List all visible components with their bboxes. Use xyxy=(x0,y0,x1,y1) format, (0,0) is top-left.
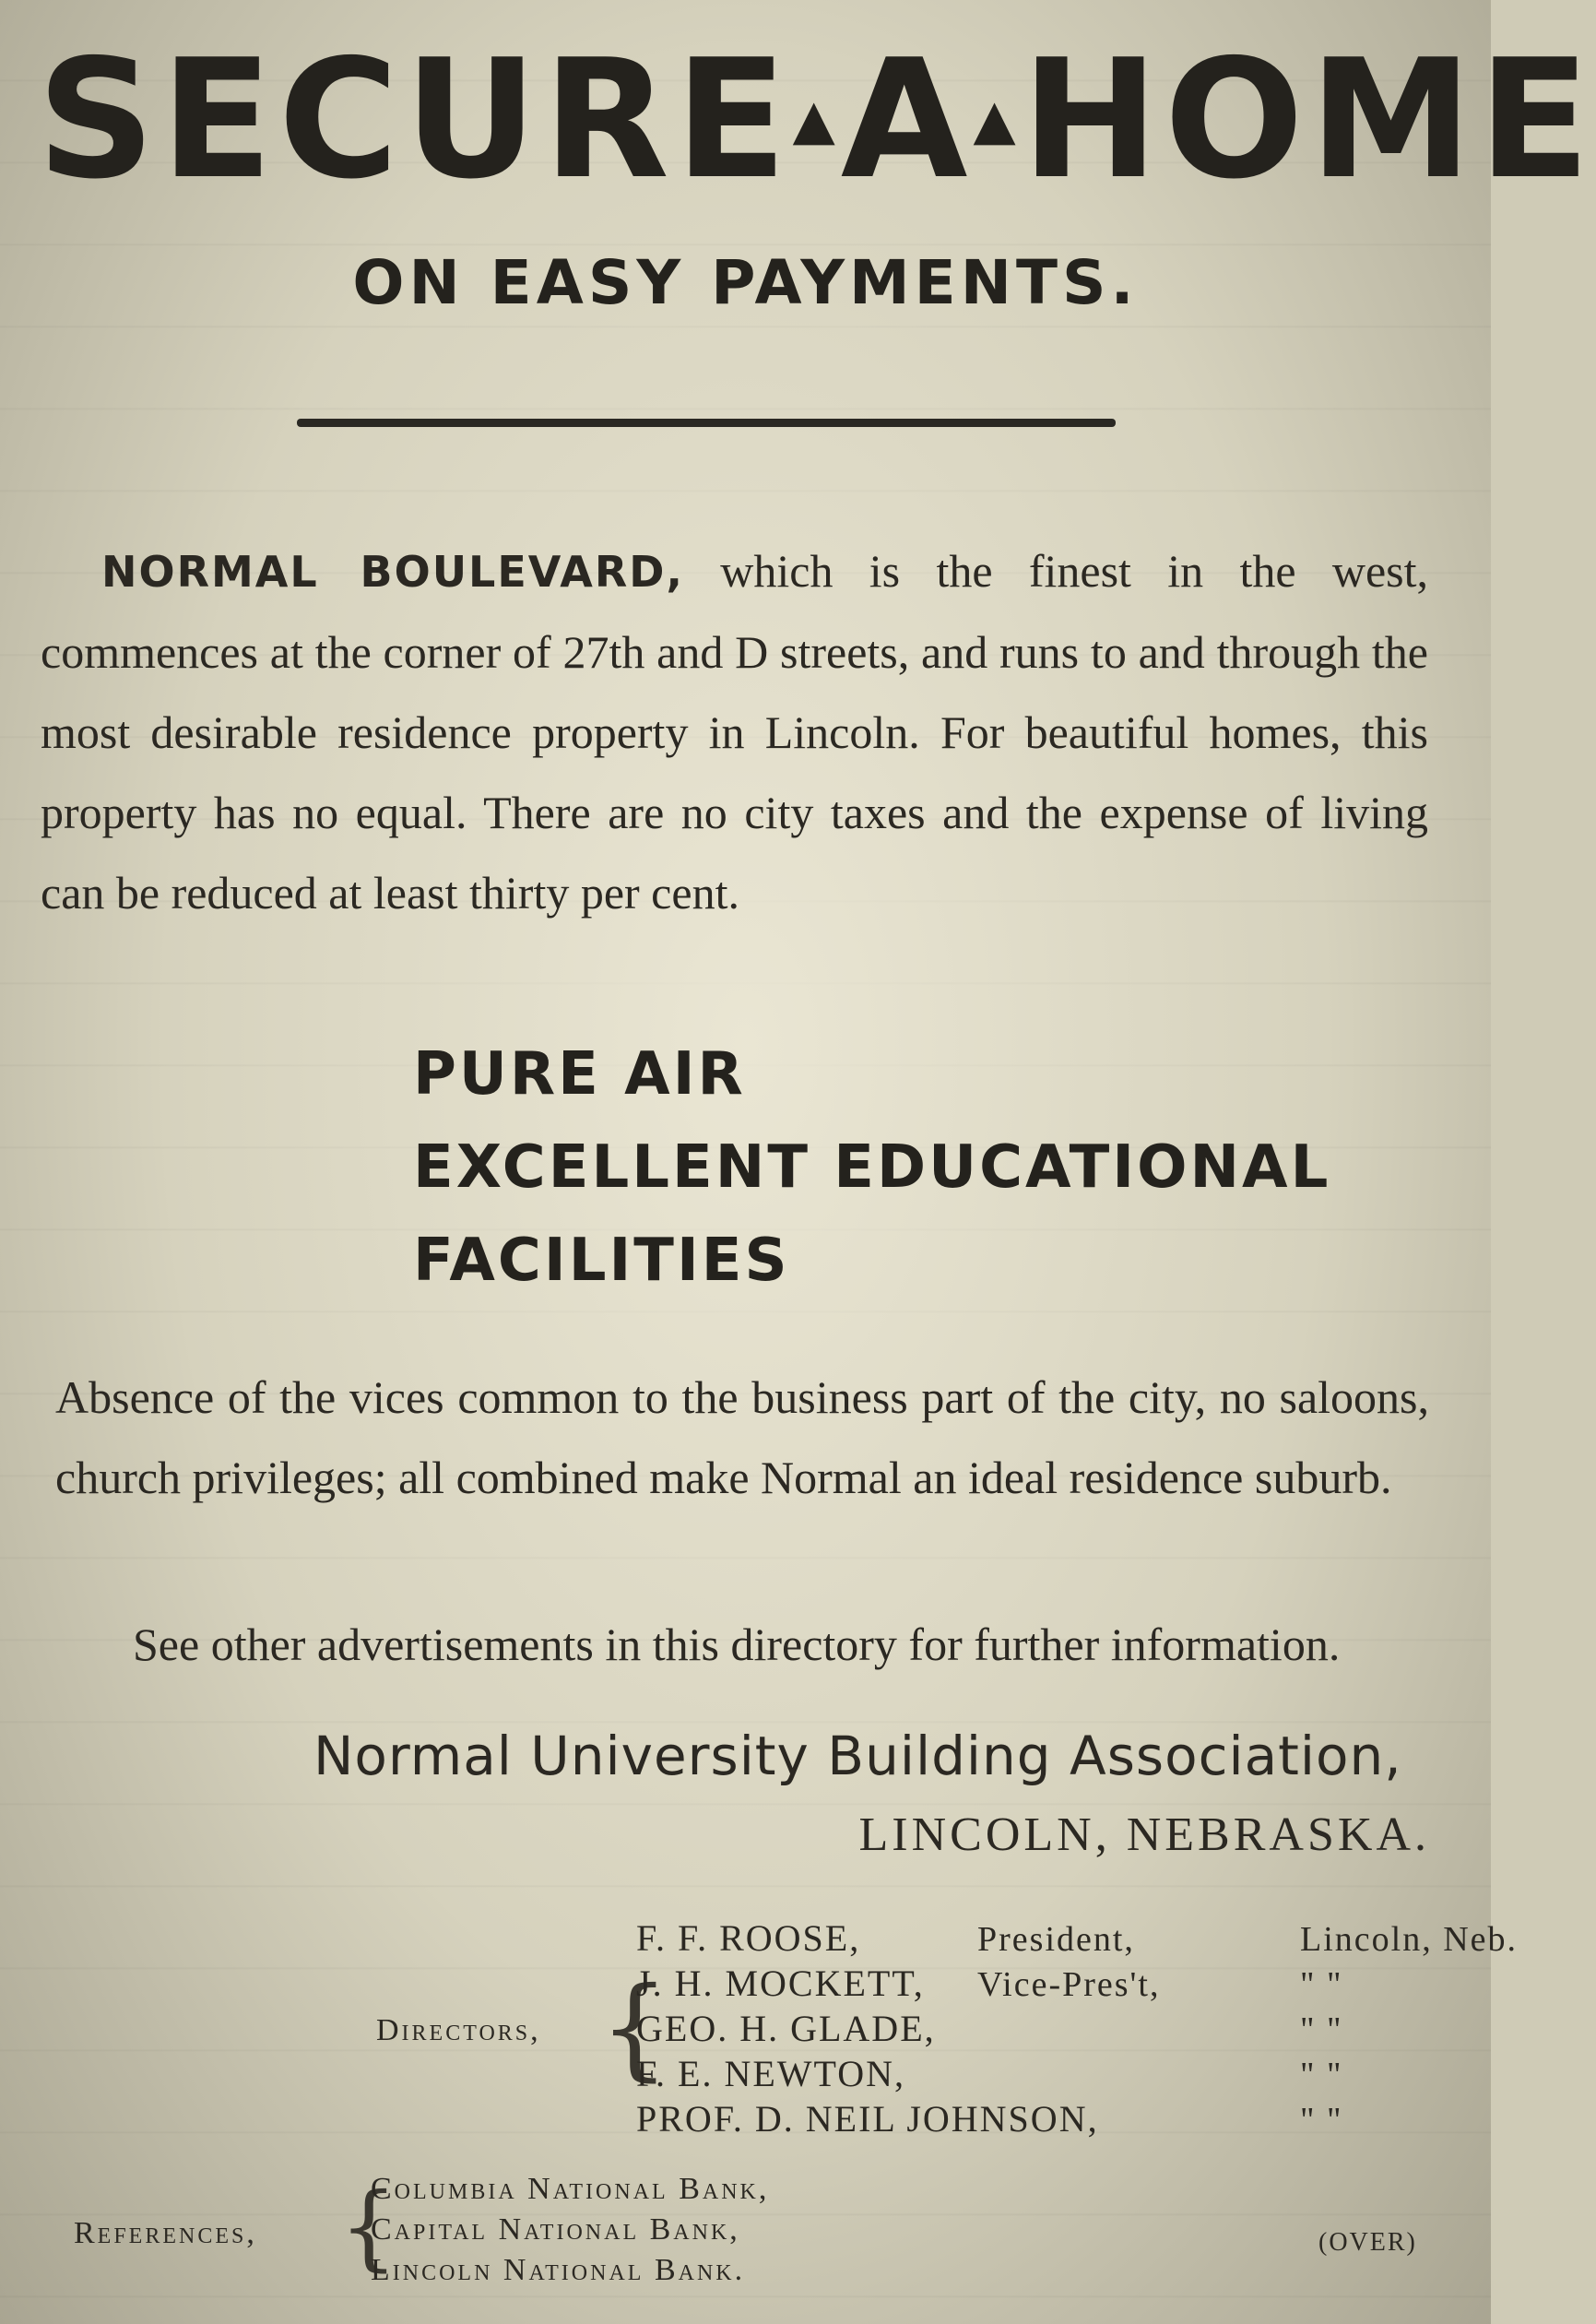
director-row: F. F. ROOSE, President, Lincoln, Neb. xyxy=(636,1917,1519,1959)
director-row: F. E. NEWTON, " " xyxy=(636,2053,1343,2094)
reference-item: Lincoln National Bank. xyxy=(371,2253,746,2287)
director-row: J. H. MOCKETT, Vice-Pres't, " " xyxy=(636,1962,1343,2004)
association-name: Normal University Building Association, xyxy=(313,1725,1402,1787)
intro-text: which is the finest in the west, commences at the corner of 27th and D streets, and runs to and through the most desirable residence property in Lincoln. For beautiful homes, this property has no equal. There are no city taxes and the expense of living can be reduced at least thirty per cent. xyxy=(41,545,1429,919)
feature-item: FACILITIES xyxy=(413,1227,790,1295)
triangle-ornament-icon: ▲ xyxy=(973,88,1022,152)
director-row: GEO. H. GLADE, " " xyxy=(636,2008,1343,2049)
brace-icon: { xyxy=(339,2173,398,2281)
city-line: LINCOLN, NEBRASKA. xyxy=(858,1808,1430,1861)
director-row: PROF. D. NEIL JOHNSON, " " xyxy=(636,2098,1343,2140)
subtitle: ON EASY PAYMENTS. xyxy=(352,247,1139,318)
feature-item: PURE AIR xyxy=(413,1040,746,1109)
feature-item: EXCELLENT EDUCATIONAL xyxy=(413,1133,1331,1202)
reference-item: Capital National Bank, xyxy=(371,2212,740,2247)
see-also-paragraph: See other advertisements in this directory for further information. xyxy=(133,1618,1341,1670)
triangle-ornament-icon: ▲ xyxy=(792,88,841,152)
intro-lead: NORMAL BOULEVARD, xyxy=(101,547,684,597)
references-label: References, xyxy=(74,2216,257,2250)
directors-label: Directors, xyxy=(376,2013,541,2047)
headline-word-home: HOME xyxy=(1021,24,1596,215)
body-paragraph: Absence of the vices common to the business part of the city, no saloons, church privileges; all combined make Normal an ideal residence suburb. xyxy=(55,1371,1429,1503)
references-list xyxy=(371,2169,769,2291)
directors-list xyxy=(636,1916,1518,2142)
features-list xyxy=(413,1028,1330,1308)
headline xyxy=(37,24,1596,215)
headline-word-secure: SECURE xyxy=(37,24,793,215)
reference-item: Columbia National Bank, xyxy=(371,2172,770,2206)
intro-paragraph xyxy=(41,531,1428,933)
over-note: (OVER) xyxy=(1318,2228,1417,2257)
brace-icon: { xyxy=(599,1964,670,2093)
divider-rule xyxy=(297,419,1116,427)
headline-word-a: A xyxy=(840,24,974,215)
